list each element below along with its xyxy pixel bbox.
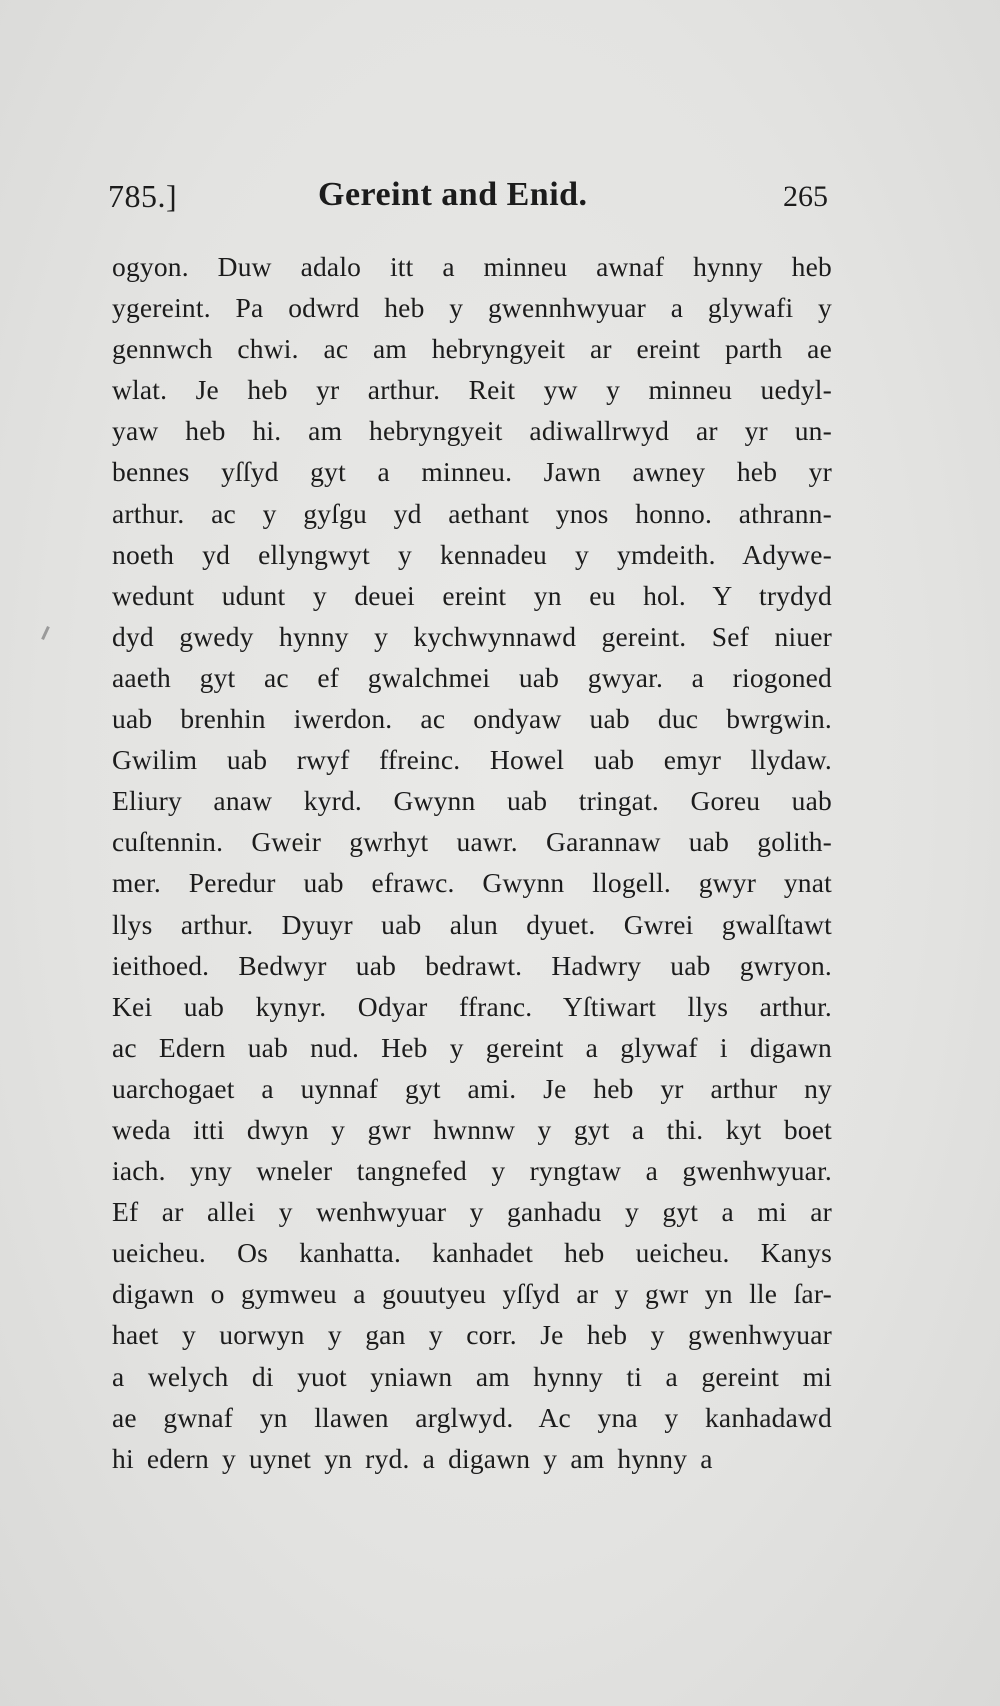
text-line: Ef ar allei y wenhwyuar y ganhadu y gyt a mi ar [112, 1196, 832, 1228]
text-line: ueicheu. Os kanhatta. kanhadet heb ueicheu. Kanys [112, 1237, 832, 1269]
text-line: Gwilim uab rwyf ffreinc. Howel uab emyr llydaw. [112, 744, 832, 776]
page-header [108, 178, 828, 228]
body-text [112, 246, 832, 1479]
text-line: ygereint. Pa odwrd heb y gwennhwyuar a glywafi y [112, 292, 832, 324]
text-line: aaeth gyt ac ef gwalchmei uab gwyar. a riogoned [112, 661, 832, 693]
text-line: haet y uorwyn y gan y corr. Je heb y gwenhwyuar [112, 1319, 832, 1351]
text-line: yaw heb hi. am hebryngyeit adiwallrwyd ar yr un- [112, 415, 832, 447]
text-line: uarchogaet a uynnaf gyt ami. Je heb yr arthur ny [112, 1072, 832, 1104]
text-line: Eliury anaw kyrd. Gwynn uab tringat. Goreu uab [112, 785, 832, 817]
text-line: weda itti dwyn y gwr hwnnw y gyt a thi. kyt boet [112, 1113, 832, 1145]
text-line: wedunt udunt y deuei ereint yn eu hol. Y trydyd [112, 579, 832, 611]
running-title: Gereint and Enid. [318, 176, 588, 213]
text-line: bennes yſſyd gyt a minneu. Jawn awney heb yr [112, 456, 832, 488]
text-line: ae gwnaf yn llawen arglwyd. Ac yna y kanhadawd [112, 1401, 832, 1433]
text-line: ogyon. Duw adalo itt a minneu awnaf hynny heb [112, 251, 832, 282]
text-line: gennwch chwi. ac am hebryngyeit ar ereint parth ae [112, 333, 832, 365]
text-line: mer. Peredur uab efrawc. Gwynn llogell. gwyr ynat [112, 867, 832, 899]
page-number: 265 [783, 180, 828, 213]
text-line: ieithoed. Bedwyr uab bedrawt. Hadwry uab gwryon. [112, 949, 832, 981]
text-line: ac Edern uab nud. Heb y gereint a glywaf i digawn [112, 1031, 832, 1063]
text-line: llys arthur. Dyuyr uab alun dyuet. Gwrei gwalſtawt [112, 908, 832, 940]
text-line: hi edern y uynet yn ryd. a digawn y am hynny a [112, 1442, 713, 1474]
text-line: Kei uab kynyr. Odyar ffranc. Yſtiwart llys arthur. [112, 990, 832, 1022]
text-line: cuſtennin. Gweir gwrhyt uawr. Garannaw uab golith- [112, 826, 832, 858]
margin-mark [41, 626, 50, 640]
text-line: digawn o gymweu a gouutyeu yſſyd ar y gwr yn lle ſar- [112, 1278, 832, 1310]
text-line: iach. yny wneler tangnefed y ryngtaw a gwenhwyuar. [112, 1155, 832, 1187]
page-reference: 785.] [108, 178, 178, 214]
text-line: dyd gwedy hynny y kychwynnawd gereint. Sef niuer [112, 620, 832, 652]
text-line: noeth yd ellyngwyt y kennadeu y ymdeith. Adywe- [112, 538, 832, 570]
text-line: arthur. ac y gyſgu yd aethant ynos honno. athrann- [112, 497, 832, 529]
text-line: a welych di yuot yniawn am hynny ti a gereint mi [112, 1360, 832, 1392]
text-line: uab brenhin iwerdon. ac ondyaw uab duc bwrgwin. [112, 703, 832, 735]
text-line: wlat. Je heb yr arthur. Reit yw y minneu uedyl- [112, 374, 832, 406]
